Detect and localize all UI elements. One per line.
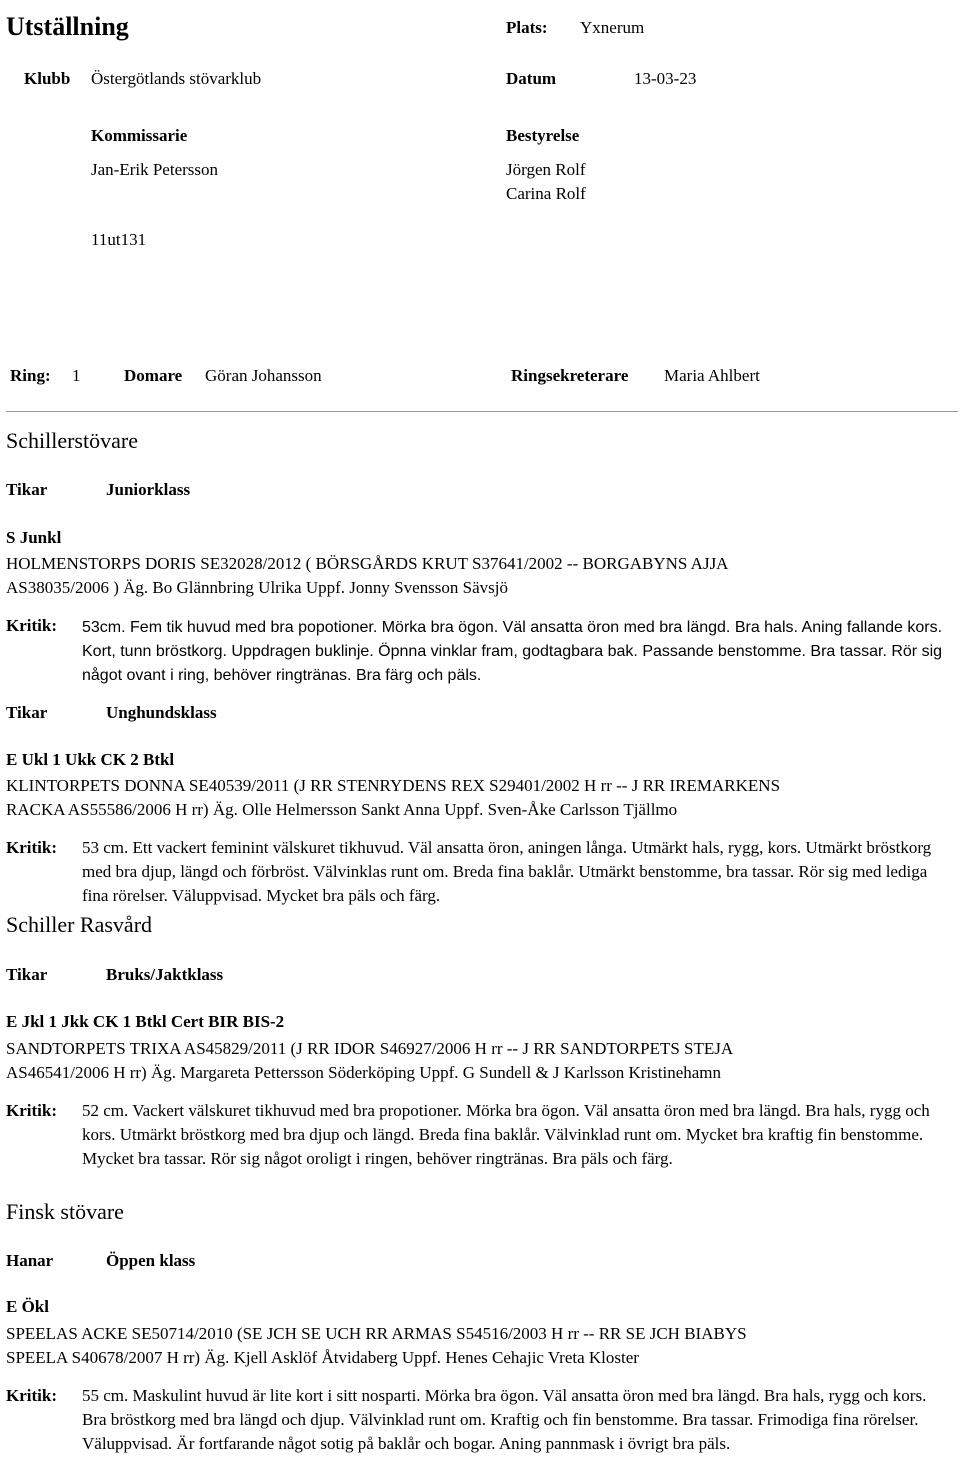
- kritik-text: 53cm. Fem tik huvud med bra popotioner. Mörka bra ögon. Väl ansatta öron med bra längd. Bra hals. Aning fallande kors. Kort, tunn bröstkorg. Uppdragen buklinje. Öpnna vinklar fram, godtagbara bak. Passande benstomme. Bra tassar. Rör sig något ovant i ring, behöver ringtränas. Bra färg och päls.: [82, 619, 943, 684]
- header-divider: [6, 411, 958, 412]
- class-label: Bruks/Jaktklass: [106, 965, 224, 984]
- klubb-value: Östergötlands stövarklub: [91, 69, 262, 88]
- result-line: S Junkl: [6, 528, 62, 547]
- sex-label: Hanar: [6, 1251, 54, 1270]
- kommissarie-value: Jan-Erik Petersson: [91, 160, 219, 179]
- kritik-label: Kritik:: [6, 838, 57, 857]
- result-line: E Ökl: [6, 1297, 49, 1316]
- plats-label: Plats:: [506, 18, 548, 37]
- kritik-label: Kritik:: [6, 1386, 57, 1405]
- dog-line: SANDTORPETS TRIXA AS45829/2011 (J RR IDOR S46927/2006 H rr -- J RR SANDTORPETS STEJA: [6, 1039, 734, 1058]
- sex-label: Tikar: [6, 703, 48, 722]
- dog-line: KLINTORPETS DONNA SE40539/2011 (J RR STENRYDENS REX S29401/2002 H rr -- J RR IREMARKENS: [6, 776, 781, 795]
- klubb-label: Klubb: [24, 69, 71, 88]
- datum-value: 13-03-23: [634, 69, 697, 88]
- dog-line: AS46541/2006 H rr) Äg. Margareta Pettersson Söderköping Uppf. G Sundell & J Karlsson Kristinehamn: [6, 1063, 722, 1082]
- class-label: Juniorklass: [106, 480, 191, 499]
- class-label: Unghundsklass: [106, 703, 217, 722]
- kritik-text: 53 cm. Ett vackert feminint välskuret tikhuvud. Väl ansatta öron, aningen långa. Utmärkt hals, rygg, kors. Utmärkt bröstkorg med bra djup, längd och förbröst. Välvinklas runt om. Breda fina baklår. Utmärkt benstomme, bra tassar. Rör sig med lediga fina rörelser. Väluppvisad. Mycket bra päls och färg.: [82, 838, 932, 905]
- bestyrelse-label: Bestyrelse: [506, 126, 580, 145]
- ring-label: Ring:: [10, 366, 51, 385]
- breed-heading: Schillerstövare: [6, 428, 138, 453]
- sex-label: Tikar: [6, 965, 48, 984]
- dog-line: AS38035/2006 ) Äg. Bo Glännbring Ulrika Uppf. Jonny Svensson Sävsjö: [6, 578, 508, 597]
- ringsekreterare-label: Ringsekreterare: [511, 366, 629, 385]
- domare-value: Göran Johansson: [205, 366, 322, 385]
- bestyrelse-member: Jörgen Rolf: [506, 160, 586, 179]
- plats-value: Yxnerum: [580, 18, 645, 37]
- datum-label: Datum: [506, 69, 557, 88]
- breed-heading: Finsk stövare: [6, 1199, 124, 1224]
- page-title: Utställning: [6, 12, 129, 41]
- kritik-label: Kritik:: [6, 1101, 57, 1120]
- dog-line: SPEELAS ACKE SE50714/2010 (SE JCH SE UCH RR ARMAS S54516/2003 H rr -- RR SE JCH BIABYS: [6, 1324, 747, 1343]
- bestyrelse-member: Carina Rolf: [506, 184, 586, 203]
- dog-line: SPEELA S40678/2007 H rr) Äg. Kjell Asklöf Åtvidaberg Uppf. Henes Cehajic Vreta Kloster: [6, 1348, 639, 1367]
- domare-label: Domare: [124, 366, 183, 385]
- dog-line: HOLMENSTORPS DORIS SE32028/2012 ( BÖRSGÅRDS KRUT S37641/2002 -- BORGABYNS AJJA: [6, 554, 729, 573]
- ringsekreterare-value: Maria Ahlbert: [664, 366, 760, 385]
- kritik-text: 55 cm. Maskulint huvud är lite kort i sitt nosparti. Mörka bra ögon. Väl ansatta öron med bra längd. Bra hals, rygg och kors. Bra bröstkorg med bra längd och djup. Välvinklad runt om. Kraftig och fin benstomme. Bra tassar. Frimodiga fina rörelser. Väluppvisad. Är fortfarande något sotig på baklår och bogar. Aning pannmask i övrigt bra päls.: [82, 1386, 927, 1453]
- ring-value: 1: [72, 366, 81, 385]
- kritik-text: 52 cm. Vackert välskuret tikhuvud med bra propotioner. Mörka bra ögon. Väl ansatta öron med bra längd. Bra hals, rygg och kors. Utmärkt bröstkorg med bra djup och längd. Breda fina baklår. Välvinklad runt om. Mycket bra kraftig fin benstomme. Mycket bra tassar. Rör sig något oroligt i ringen, behöver ringtränas. Bra päls och färg.: [82, 1101, 930, 1168]
- sex-label: Tikar: [6, 480, 48, 499]
- breed-heading: Schiller Rasvård: [6, 912, 153, 937]
- class-label: Öppen klass: [106, 1251, 196, 1270]
- dog-line: RACKA AS55586/2006 H rr) Äg. Olle Helmersson Sankt Anna Uppf. Sven-Åke Carlsson Tjällmo: [6, 800, 678, 819]
- result-line: E Jkl 1 Jkk CK 1 Btkl Cert BIR BIS-2: [6, 1012, 285, 1031]
- kritik-label: Kritik:: [6, 616, 57, 635]
- result-line: E Ukl 1 Ukk CK 2 Btkl: [6, 750, 175, 769]
- kommissarie-label: Kommissarie: [91, 126, 188, 145]
- show-code: 11ut131: [91, 230, 147, 249]
